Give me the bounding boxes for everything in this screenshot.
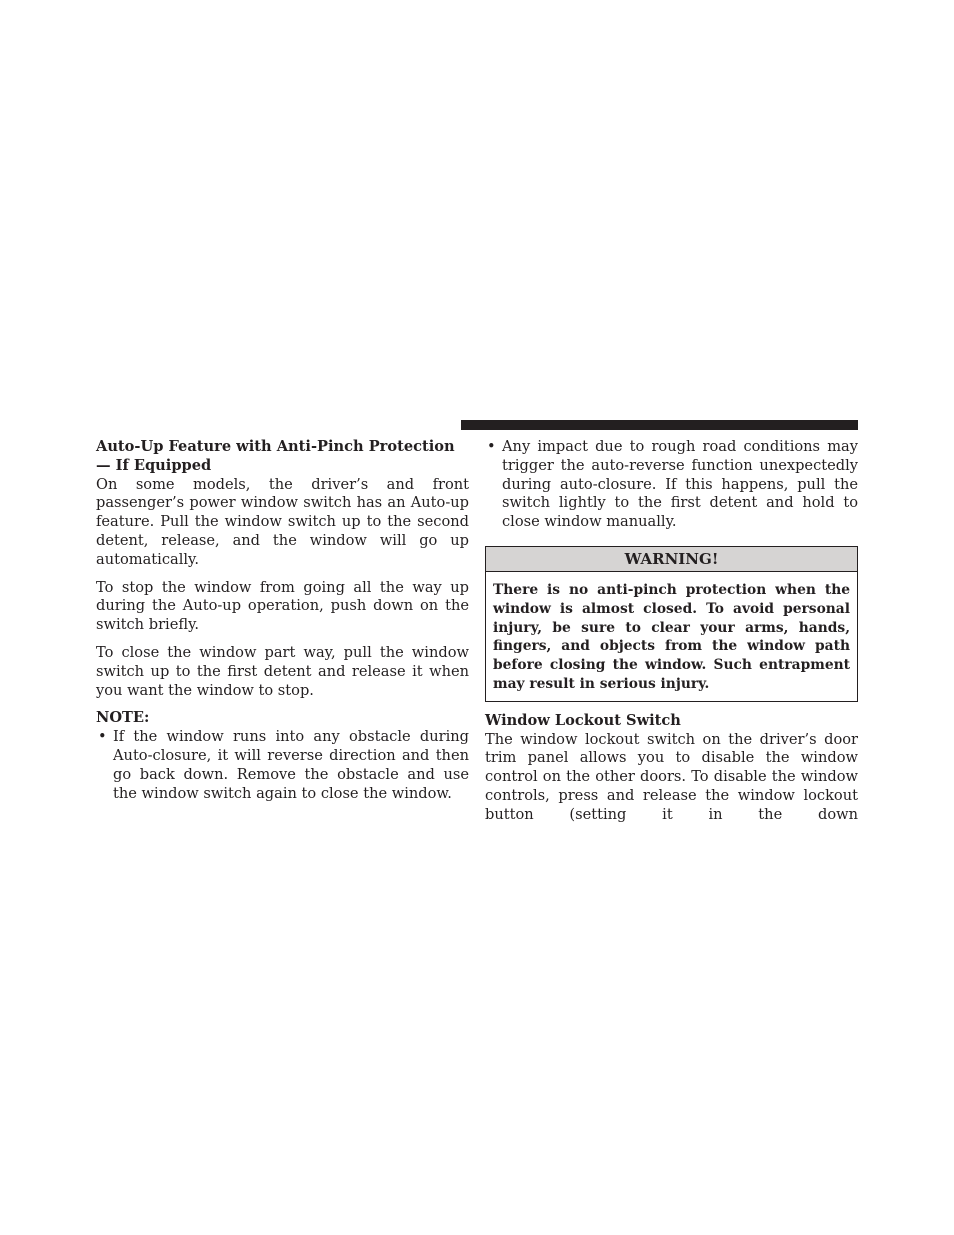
paragraph-auto-up-intro: On some models, the driver’s and front passenger’s power window switch has an Auto-up feature. Pull the window switch up to the second detent, release, and the window will go up automatically. bbox=[96, 475, 469, 568]
note-bullet-list-continued bbox=[485, 438, 858, 532]
list-item bbox=[96, 728, 469, 803]
warning-box bbox=[485, 546, 858, 702]
bullet-icon: • bbox=[487, 438, 496, 455]
section-heading-auto-up: Auto-Up Feature with Anti-Pinch Protection — If Equipped bbox=[96, 438, 455, 474]
left-column bbox=[96, 438, 469, 817]
list-item-text: If the window runs into any obstacle during Auto-closure, it will reverse direction and then go back down. Remove the obstacle and use the window switch again to close the window. bbox=[113, 728, 469, 802]
warning-body: There is no anti-pinch protection when the window is almost closed. To avoid personal injury, be sure to clear your arms, hands, fingers, and objects from the window path before closing the window. Such entrapment may result in serious injury. bbox=[493, 581, 850, 692]
note-bullet-list bbox=[96, 728, 469, 803]
paragraph-stop-window: To stop the window from going all the way up during the Auto-up operation, push down on the switch briefly. bbox=[96, 578, 469, 634]
paragraph-window-lockout: The window lockout switch on the driver’s door trim panel allows you to disable the window control on the other doors. To disable the window controls, press and release the window lockout button (setting it in the down bbox=[485, 730, 858, 823]
right-column bbox=[485, 438, 858, 834]
note-label: NOTE: bbox=[96, 709, 150, 727]
warning-title: WARNING! bbox=[486, 547, 857, 572]
list-item-text: Any impact due to rough road conditions may trigger the auto-reverse function unexpectedly during auto-closure. If this happens, pull the switch lightly to the first detent and hold to close window manually. bbox=[502, 438, 858, 531]
section-heading-window-lockout: Window Lockout Switch bbox=[485, 711, 681, 729]
paragraph-close-part-way: To close the window part way, pull the window switch up to the first detent and release it when you want the window to stop. bbox=[96, 643, 469, 699]
bullet-icon: • bbox=[98, 728, 107, 746]
section-header-bar bbox=[461, 420, 858, 430]
list-item bbox=[485, 438, 858, 532]
